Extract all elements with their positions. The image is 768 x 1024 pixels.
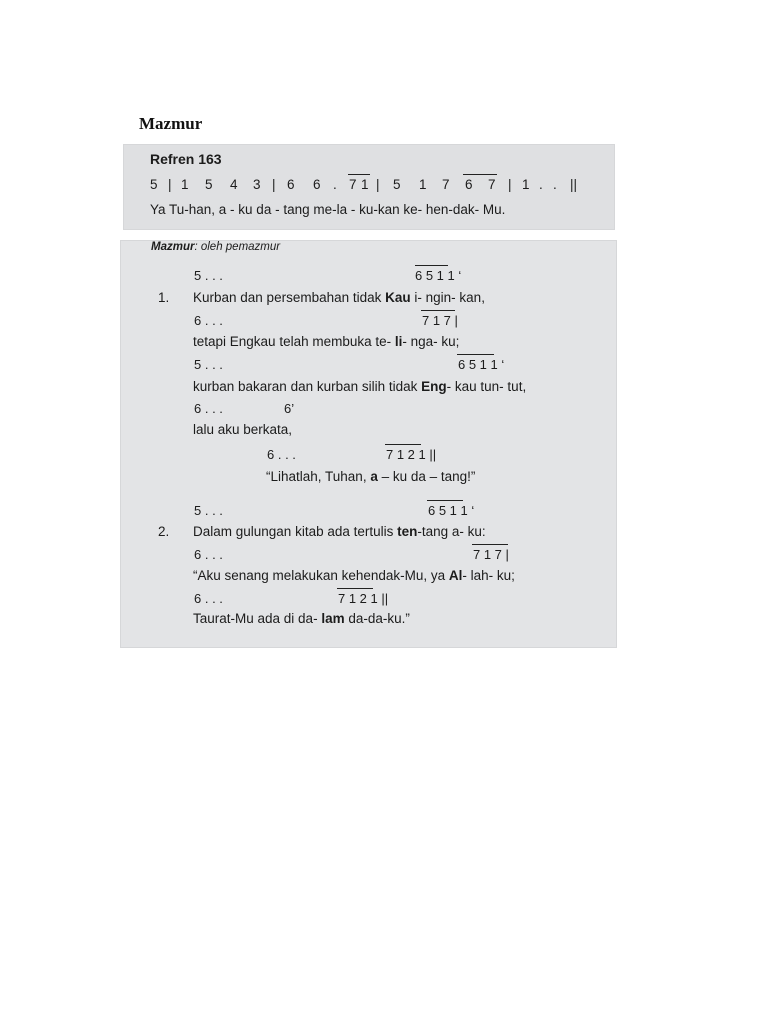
refrain-note: 1 xyxy=(522,177,530,192)
overline xyxy=(348,174,370,175)
overline xyxy=(463,174,497,175)
refrain-note: . xyxy=(333,177,337,192)
overline xyxy=(457,354,494,355)
overline xyxy=(427,500,463,501)
melody-notes: 7 1 2 1 || xyxy=(386,447,437,462)
refrain-note: 5 xyxy=(205,177,213,192)
line-text: Taurat-Mu ada di da- xyxy=(193,611,322,626)
refrain-lyric: Ya Tu-han, a - ku da - tang me-la - ku-kan ke- hen-dak- Mu. xyxy=(150,202,506,217)
line-text: - lah- ku; xyxy=(462,568,515,583)
psalm-heading xyxy=(151,241,280,253)
tone-marker: 5 . . . xyxy=(194,268,223,283)
line-text: -tang a- ku: xyxy=(417,524,486,539)
melody-notes: 7 1 7 | xyxy=(473,547,509,562)
verse-number: 2. xyxy=(158,524,170,539)
accent-syllable: Eng xyxy=(421,379,447,394)
melody-notes: 6 5 1 1 ‘ xyxy=(458,357,505,372)
overline xyxy=(415,265,448,266)
line-text: “Aku senang melakukan kehendak-Mu, ya xyxy=(193,568,449,583)
refrain-panel xyxy=(123,144,615,230)
line-text: da-da-ku.” xyxy=(344,611,410,626)
accent-syllable: ten xyxy=(397,524,418,539)
tone-marker: 6 . . . xyxy=(194,547,223,562)
barline: | xyxy=(376,177,380,192)
line-text: “Lihatlah, Tuhan, xyxy=(266,469,371,484)
accent-syllable: lam xyxy=(321,611,345,626)
accent-syllable: li xyxy=(394,334,403,349)
melody-notes: 6’ xyxy=(284,401,295,416)
line-text: tetapi Engkau telah membuka te- xyxy=(193,334,395,349)
tone-marker: 5 . . . xyxy=(194,503,223,518)
refrain-note: 6 xyxy=(465,177,473,192)
refrain-note: 1 xyxy=(181,177,189,192)
line-text: Kurban dan persembahan tidak xyxy=(193,290,386,305)
refrain-note: . xyxy=(539,177,543,192)
verse-line xyxy=(193,611,410,626)
barline: | xyxy=(508,177,512,192)
melody-notes: 6 5 1 1 ‘ xyxy=(428,503,475,518)
page-title: Mazmur xyxy=(139,114,203,133)
refrain-note: 5 xyxy=(393,177,401,192)
tone-marker: 6 . . . xyxy=(194,313,223,328)
psalm-heading-rest: : oleh pemazmur xyxy=(194,241,281,253)
line-text: - kau tun- tut, xyxy=(446,379,527,394)
verse-line xyxy=(266,469,475,484)
overline xyxy=(472,544,508,545)
verse-line xyxy=(193,379,526,394)
refrain-note: 5 xyxy=(150,177,158,192)
refrain-note: 3 xyxy=(253,177,261,192)
line-text: - nga- ku; xyxy=(402,334,460,349)
refrain-note: 7 xyxy=(442,177,450,192)
line-text: Dalam gulungan kitab ada tertulis xyxy=(193,524,398,539)
refrain-note: 1 xyxy=(419,177,427,192)
overline xyxy=(421,310,455,311)
refrain-note: 1 xyxy=(361,177,369,192)
barline: | xyxy=(168,177,172,192)
melody-notes: 6 5 1 1 ‘ xyxy=(415,268,462,283)
psalm-heading-bold: Mazmur xyxy=(151,241,195,253)
refrain-note: 4 xyxy=(230,177,238,192)
verse-line xyxy=(193,422,292,437)
refrain-note: 7 xyxy=(488,177,496,192)
verse-number: 1. xyxy=(158,290,170,305)
tone-marker: 6 . . . xyxy=(194,591,223,606)
tone-marker: 5 . . . xyxy=(194,357,223,372)
refrain-note: 6 xyxy=(313,177,321,192)
line-text: lalu aku berkata, xyxy=(193,422,293,437)
refrain-note: . xyxy=(553,177,557,192)
overline xyxy=(337,588,373,589)
verse-line xyxy=(193,568,515,583)
barline: | xyxy=(272,177,276,192)
accent-syllable: Al xyxy=(448,568,463,583)
melody-notes: 7 1 2 1 || xyxy=(338,591,389,606)
melody-notes: 7 1 7 | xyxy=(422,313,458,328)
overline xyxy=(385,444,421,445)
line-text: kurban bakaran dan kurban silih tidak xyxy=(193,379,422,394)
barline: || xyxy=(570,177,578,192)
accent-syllable: Kau xyxy=(385,290,411,305)
line-text: i- ngin- kan, xyxy=(410,290,485,305)
verse-line xyxy=(193,290,485,305)
verse-line xyxy=(193,334,459,349)
tone-marker: 6 . . . xyxy=(194,401,223,416)
refrain-note: 6 xyxy=(287,177,295,192)
verse-line xyxy=(193,524,486,539)
psalm-panel xyxy=(120,240,617,648)
refrain-heading: Refren 163 xyxy=(150,151,222,167)
refrain-note: 7 xyxy=(349,177,357,192)
accent-syllable: a xyxy=(370,469,378,484)
tone-marker: 6 . . . xyxy=(267,447,296,462)
line-text: – ku da – tang!” xyxy=(377,469,476,484)
